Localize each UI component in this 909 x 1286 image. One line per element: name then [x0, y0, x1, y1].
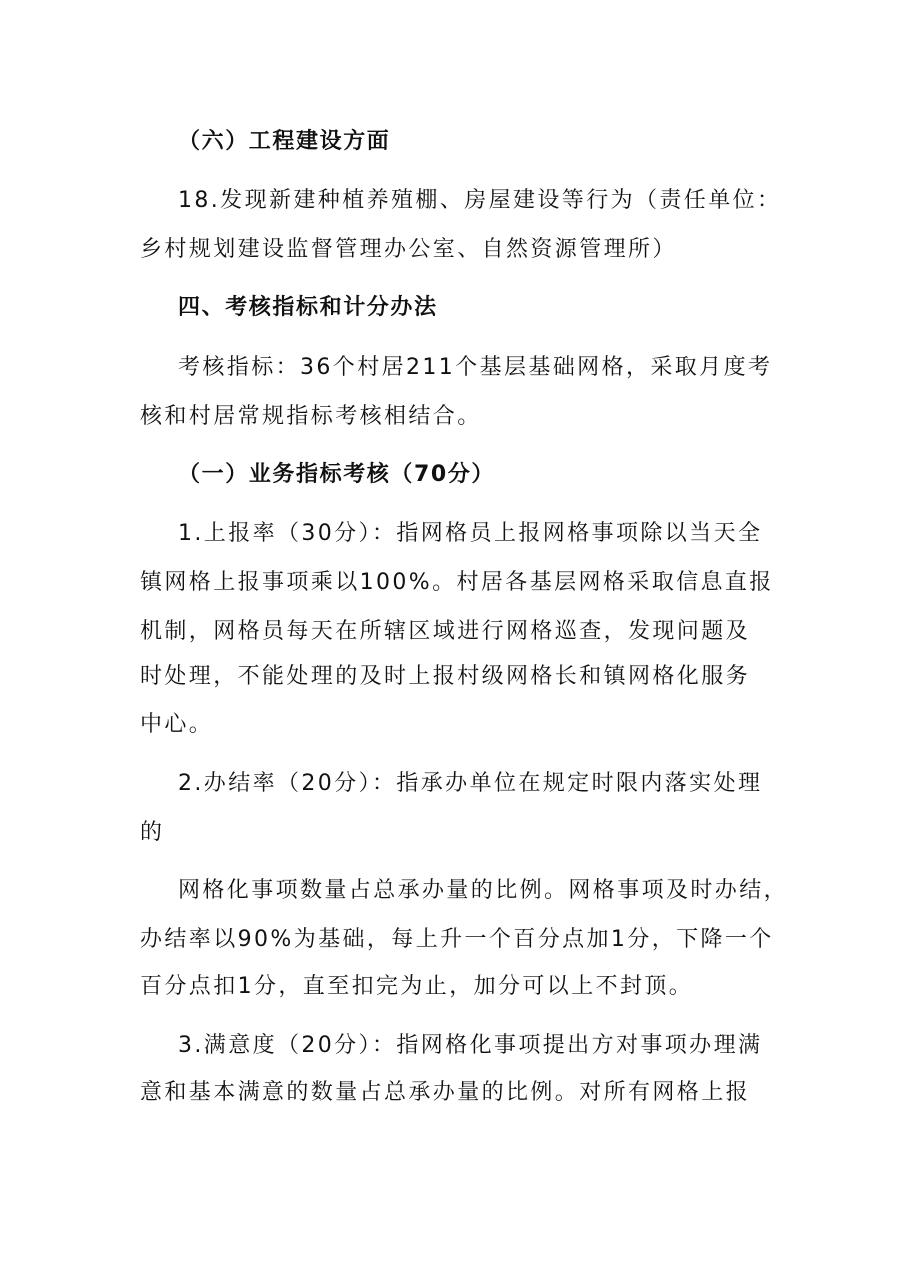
item-2-line-5: 百分点扣1分，直至扣完为止，加分可以上不封顶。 — [140, 974, 694, 999]
item-3-line-1: 3.满意度（20分）：指网格化事项提出方对事项办理满 — [178, 1033, 763, 1058]
item-1-line-3: 机制，网格员每天在所辖区域进行网格巡查，发现问题及 — [140, 619, 751, 644]
item-1-line-5: 中心。 — [140, 712, 214, 737]
section-heading-assessment: 四、考核指标和计分办法 — [178, 295, 438, 320]
item-2-line-3: 网格化事项数量占总承办量的比例。网格事项及时办结， — [178, 878, 789, 903]
item-2-line-4: 办结率以90%为基础，每上升一个百分点加1分，下降一个 — [140, 927, 774, 952]
item-2-line-2: 的 — [140, 820, 165, 845]
item-18-line-1: 18.发现新建种植养殖棚、房屋建设等行为（责任单位： — [178, 188, 782, 213]
item-1-line-4: 时处理，不能处理的及时上报村级网格长和镇网格化服务 — [140, 664, 751, 689]
assessment-line-1: 考核指标：36个村居211个基层基础网格，采取月度考 — [178, 355, 773, 380]
assessment-line-2: 核和村居常规指标考核相结合。 — [140, 404, 482, 429]
item-1-line-1: 1.上报率（30分）：指网格员上报网格事项除以当天全 — [178, 521, 763, 546]
item-1-line-2: 镇网格上报事项乘以100%。村居各基层网格采取信息直报 — [140, 570, 774, 595]
section-heading-business-metrics: （一）业务指标考核（70分） — [178, 462, 496, 487]
section-heading-engineering: （六）工程建设方面 — [178, 129, 391, 154]
item-3-line-2: 意和基本满意的数量占总承办量的比例。对所有网格上报 — [140, 1080, 751, 1105]
item-18-line-2: 乡村规划建设监督管理办公室、自然资源管理所） — [140, 237, 677, 262]
item-2-line-1: 2.办结率（20分）：指承办单位在规定时限内落实处理 — [178, 771, 763, 796]
